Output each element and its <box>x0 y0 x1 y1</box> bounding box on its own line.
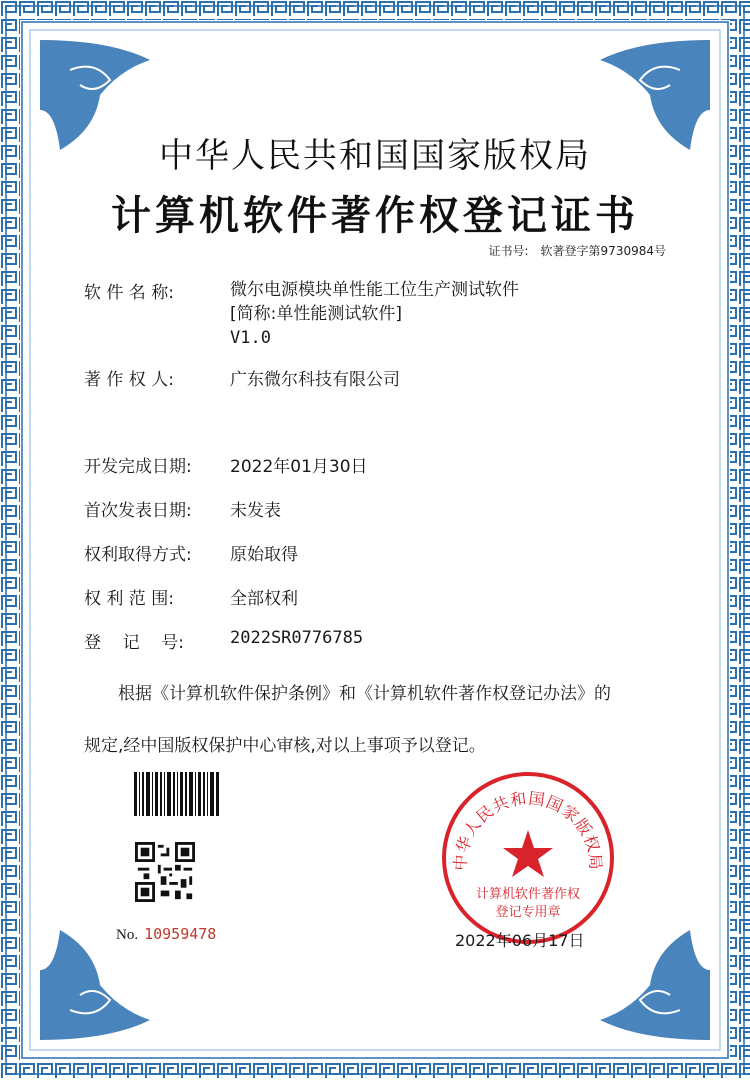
scope-label: 权 利 范 围: <box>84 589 174 609</box>
statement-line-1: 根据《计算机软件保护条例》和《计算机软件著作权登记办法》的 <box>118 684 611 704</box>
certificate-number-value: 软著登字第9730984号 <box>540 244 666 258</box>
registration-statement <box>84 668 684 772</box>
statement-line-2: 规定,经中国版权保护中心审核,对以上事项予以登记。 <box>84 736 486 756</box>
seal-line-1: 计算机软件著作权 <box>475 887 581 902</box>
seal-ring-text: 中华人民共和国国家版权局 <box>450 788 606 872</box>
seal-line-2: 登记专用章 <box>495 905 561 920</box>
first-publish-label: 首次发表日期: <box>84 501 192 521</box>
certificate-number-label: 证书号: <box>488 244 529 258</box>
first-publish-value: 未发表 <box>230 501 281 521</box>
owner-label: 著 作 权 人: <box>84 370 174 390</box>
certificate-number <box>489 242 667 259</box>
qr-code <box>135 842 195 902</box>
serial-value: 10959478 <box>144 925 217 943</box>
serial-prefix: No. <box>116 927 139 943</box>
issue-date: 2022年06月17日 <box>455 931 585 950</box>
registration-number-value: 2022SR0776785 <box>230 628 364 648</box>
issuing-organization: 中华人民共和国国家版权局 <box>159 136 591 176</box>
completion-date-value: 2022年01月30日 <box>230 457 368 477</box>
acquisition-label: 权利取得方式: <box>84 545 192 565</box>
barcode <box>134 772 220 816</box>
software-name-value <box>230 278 519 350</box>
serial-number <box>116 925 216 944</box>
software-name-line: 微尔电源模块单性能工位生产测试软件 <box>230 280 519 300</box>
official-seal <box>440 770 616 946</box>
completion-date-label: 开发完成日期: <box>84 457 192 477</box>
registration-number-label: 登 记 号: <box>84 633 184 653</box>
software-name-label: 软 件 名 称: <box>84 283 174 303</box>
software-short-name-line: [简称:单性能测试软件] <box>230 304 402 324</box>
certificate-title: 计算机软件著作权登记证书 <box>111 192 639 239</box>
acquisition-value: 原始取得 <box>230 545 298 565</box>
owner-value: 广东微尔科技有限公司 <box>230 370 400 390</box>
scope-value: 全部权利 <box>230 589 298 609</box>
software-version-line: V1.0 <box>230 328 271 348</box>
seal-star-icon <box>503 830 553 877</box>
